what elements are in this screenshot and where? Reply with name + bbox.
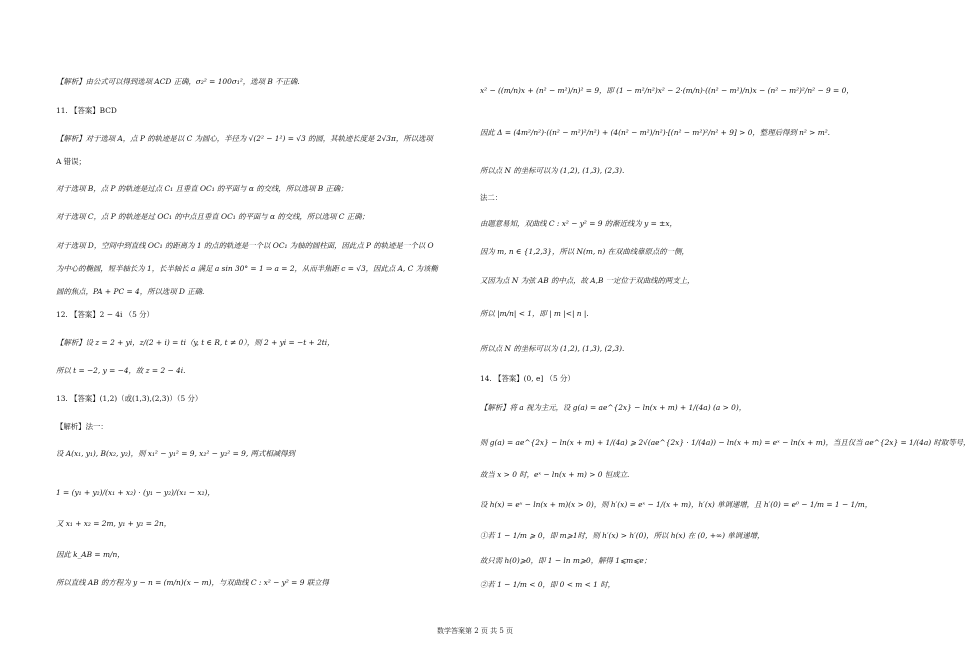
formula-line: 设 h(x) = eˣ − ln(x + m)(x > 0)，则 h′(x) = eˣ − 1/(x + m)，h′(x) 单调递增，且 h′(0) = e⁰ − 1/m = 1 − 1/m，: [480, 500, 873, 509]
answer-heading: 13. 【答案】(1,2)（或(1,3),(2,3)）（5 分）: [56, 394, 203, 403]
text-line: ②若 1 − 1/m < 0，即 0 < m < 1 时，: [480, 580, 615, 589]
text-line: 【解析】由公式可以得到选项 ACD 正确，σ₂² = 100σ₁²，选项 B 不正确.: [56, 77, 300, 86]
text-line: 由题意易知，双曲线 C : x² − y² = 9 的渐近线为 y = ±x，: [480, 219, 677, 228]
text-line: 圆的焦点，PA + PC = 4，所以选项 D 正确.: [56, 287, 205, 296]
text-line: 所以点 N 的坐标可以为 (1,2), (1,3), (2,3).: [480, 344, 625, 353]
text-line: 所以直线 AB 的方程为 y − n = (m/n)(x − m)，与双曲线 C : x² − y² = 9 联立得: [56, 578, 329, 587]
text-line: 【解析】对于选项 A，点 P 的轨迹是以 C 为圆心，半径为 √(2² − 1²) = √3 的圆，其轨迹长度是 2√3π，所以选项: [56, 134, 433, 143]
formula-line: 因此 Δ = (4m²/n²)·((n² − m²)²/n²) + (4(n² − m²)/n²)·[(n² − m²)²/n² + 9] > 0，整理后得到 n² > m².: [480, 128, 831, 137]
text-line: 设 A(x₁, y₁), B(x₂, y₂)，则 x₁² − y₁² = 9, x₂² − y₂² = 9, 两式相减得到: [56, 449, 295, 458]
text-line: ①若 1 − 1/m ⩾ 0，即 m⩾1时，则 h′(x) > h′(0)，所以 h(x) 在 (0, +∞) 单调递增，: [480, 531, 765, 540]
text-line: 故只需 h(0)⩾0，即 1 − ln m⩾0，解得 1⩽m⩽e；: [480, 556, 652, 565]
page-footer: 数学答案第 2 页 共 5 页: [436, 627, 514, 635]
answer-heading: 14. 【答案】(0, e] （5 分）: [480, 374, 575, 383]
text-line: 又因为点 N 为弦 AB 的中点，故 A,B 一定位于双曲线的两支上，: [480, 276, 695, 285]
text-line: 所以点 N 的坐标可以为 (1,2), (1,3), (2,3).: [480, 166, 625, 175]
text-line: 法二：: [480, 193, 503, 202]
text-line: 因此 k_AB = m/n，: [56, 550, 125, 559]
text-line: 所以 t = −2, y = −4，故 z = 2 − 4i.: [56, 366, 186, 375]
text-line: 又 x₁ + x₂ = 2m, y₁ + y₂ = 2n，: [56, 519, 172, 528]
text-line: 对于选项 D，空间中到直线 OC₁ 的距离为 1 的点的轨迹是一个以 OC₁ 为轴的圆柱面，因此点 P 的轨迹是一个以 O: [56, 241, 434, 250]
text-line: 对于选项 C，点 P 的轨迹是过 OC₁ 的中点且垂直 OC₁ 的平面与 α 的交线，所以选项 C 正确；: [56, 212, 369, 221]
formula-line: x² − ((m/n)x + (n² − m²)/n)² = 9，即 (1 − m²/n²)x² − 2·(m/n)·((n² − m²)/n)x − (n² − m²)²/n² − 9 = 0，: [480, 86, 854, 95]
text-line: 所以 |m/n| < 1，即 | m |<| n |.: [480, 309, 589, 318]
text-line: 【解析】法一：: [56, 422, 108, 431]
text-line: 因为 m, n ∈ {1,2,3}，所以 N(m, n) 在双曲线靠原点的一侧，: [480, 247, 689, 256]
text-line: A 错误；: [56, 157, 86, 166]
text-line: 为中心的椭圆，短半轴长为 1，长半轴长 a 满足 a sin 30° = 1 ⇒ a = 2，从而半焦距 c = √3，因此点 A, C 为该椭: [56, 264, 438, 273]
answer-heading: 11. 【答案】BCD: [56, 106, 117, 115]
formula-line: 则 g(a) = ae^{2x} − ln(x + m) + 1/(4a) ⩾ 2√(ae^{2x} · 1/(4a)) − ln(x + m) = eˣ − ln(x + m)，当且仅当 ae^{2x} = 1/(4a) 时取等号，: [480, 438, 970, 447]
formula-line: 1 = (y₁ + y₂)/(x₁ + x₂) · (y₁ − y₂)/(x₁ − x₂)，: [56, 488, 215, 497]
answer-heading: 12. 【答案】2 − 4i （5 分）: [56, 310, 154, 319]
text-line: 故当 x > 0 时，eˣ − ln(x + m) > 0 恒成立.: [480, 470, 630, 479]
text-line: 【解析】设 z = 2 + yi，z/(2 + i) = ti（y, t ∈ R, t ≠ 0），则 2 + yi = −t + 2ti，: [56, 338, 335, 347]
formula-line: 【解析】将 a 视为主元，设 g(a) = ae^{2x} − ln(x + m) + 1/(4a) (a > 0)，: [480, 403, 747, 412]
text-line: 对于选项 B，点 P 的轨迹是过点 C₁ 且垂直 OC₁ 的平面与 α 的交线，所以选项 B 正确；: [56, 184, 348, 193]
